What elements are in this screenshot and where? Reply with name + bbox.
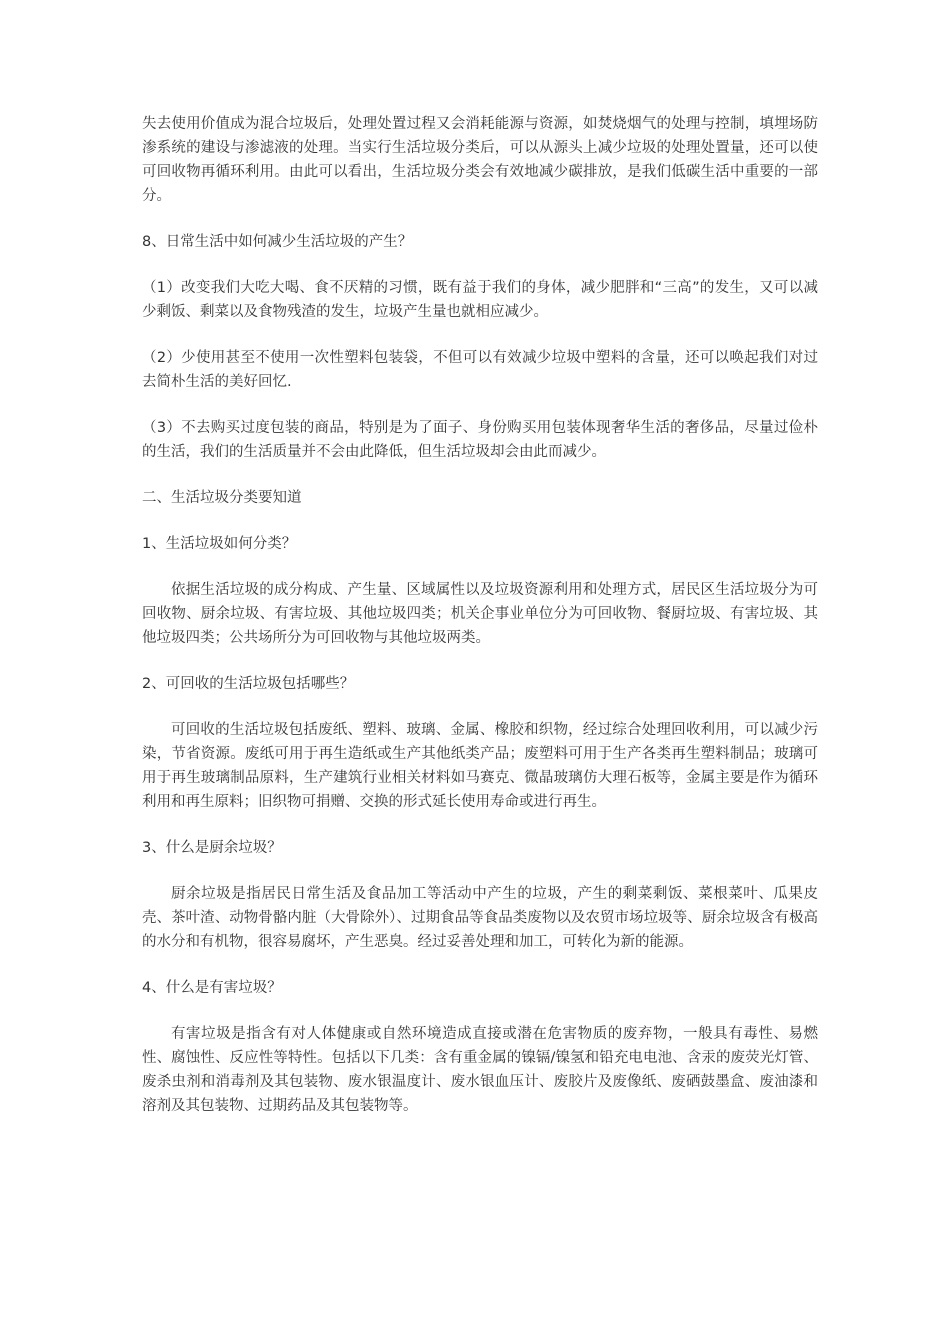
heading-recyclables: 2、可回收的生活垃圾包括哪些？ xyxy=(142,676,355,692)
paragraph-recyclables: 可回收的生活垃圾包括废纸、塑料、玻璃、金属、橡胶和织物，经过综合处理回收利用，可以减少污染，节省资源。废纸可用于再生造纸或生产其他纸类产品；废塑料可用于生产各类再生塑料制品；玻璃可用于再生玻璃制品原料，生产建筑行业相关材料如马赛克、微晶玻璃仿大理石板等，金属主要是作为循环利用和再生原料；旧织物可捐赠、交换的形式延长使用寿命或进行再生。 xyxy=(142,722,818,810)
heading-kitchen-waste: 3、什么是厨余垃圾？ xyxy=(142,840,282,856)
heading-how-to-classify: 1、生活垃圾如何分类？ xyxy=(142,536,297,552)
paragraph-carbon-reduction: 失去使用价值成为混合垃圾后，处理处置过程又会消耗能源与资源，如焚烧烟气的处理与控制，填埋场防渗系统的建设与渗滤液的处理。当实行生活垃圾分类后，可以从源头上减少垃圾的处理处置量，还可以使可回收物再循环利用。由此可以看出，生活垃圾分类会有效地减少碳排放，是我们低碳生活中重要的一部分。 xyxy=(142,116,818,204)
paragraph-reduce-item-1: （1）改变我们大吃大喝、食不厌精的习惯，既有益于我们的身体，减少肥胖和“三高”的发生，又可以减少剩饭、剩菜以及食物残渣的发生，垃圾产生量也就相应减少。 xyxy=(142,280,818,320)
paragraph-classification: 依据生活垃圾的成分构成、产生量、区域属性以及垃圾资源利用和处理方式，居民区生活垃圾分为可回收物、厨余垃圾、有害垃圾、其他垃圾四类；机关企事业单位分为可回收物、餐厨垃圾、有害垃圾、其他垃圾四类；公共场所分为可回收物与其他垃圾两类。 xyxy=(142,582,818,646)
paragraph-hazardous-waste: 有害垃圾是指含有对人体健康或自然环境造成直接或潜在危害物质的废弃物，一般具有毒性、易燃性、腐蚀性、反应性等特性。包括以下几类：含有重金属的镍镉/镍氢和铅充电电池、含汞的废荧光灯管、废杀虫剂和消毒剂及其包装物、废水银温度计、废水银血压计、废胶片及废像纸、废硒鼓墨盒、废油漆和溶剂及其包装物、过期药品及其包装物等。 xyxy=(142,1026,818,1114)
section-heading-classification: 二、生活垃圾分类要知道 xyxy=(142,490,302,506)
document-page xyxy=(142,112,818,1140)
heading-hazardous-waste: 4、什么是有害垃圾？ xyxy=(142,980,282,996)
paragraph-reduce-item-2: （2）少使用甚至不使用一次性塑料包装袋，不但可以有效减少垃圾中塑料的含量，还可以唤起我们对过去简朴生活的美好回忆. xyxy=(142,350,818,390)
paragraph-kitchen-waste: 厨余垃圾是指居民日常生活及食品加工等活动中产生的垃圾，产生的剩菜剩饭、菜根菜叶、瓜果皮壳、茶叶渣、动物骨骼内脏（大骨除外）、过期食品等食品类废物以及农贸市场垃圾等、厨余垃圾含有极高的水分和有机物，很容易腐坏，产生恶臭。经过妥善处理和加工，可转化为新的能源。 xyxy=(142,886,818,950)
paragraph-reduce-item-3: （3）不去购买过度包装的商品，特别是为了面子、身份购买用包装体现奢华生活的奢侈品，尽量过俭朴的生活，我们的生活质量并不会由此降低，但生活垃圾却会由此而减少。 xyxy=(142,420,818,460)
heading-reduce-waste: 8、日常生活中如何减少生活垃圾的产生？ xyxy=(142,234,413,250)
